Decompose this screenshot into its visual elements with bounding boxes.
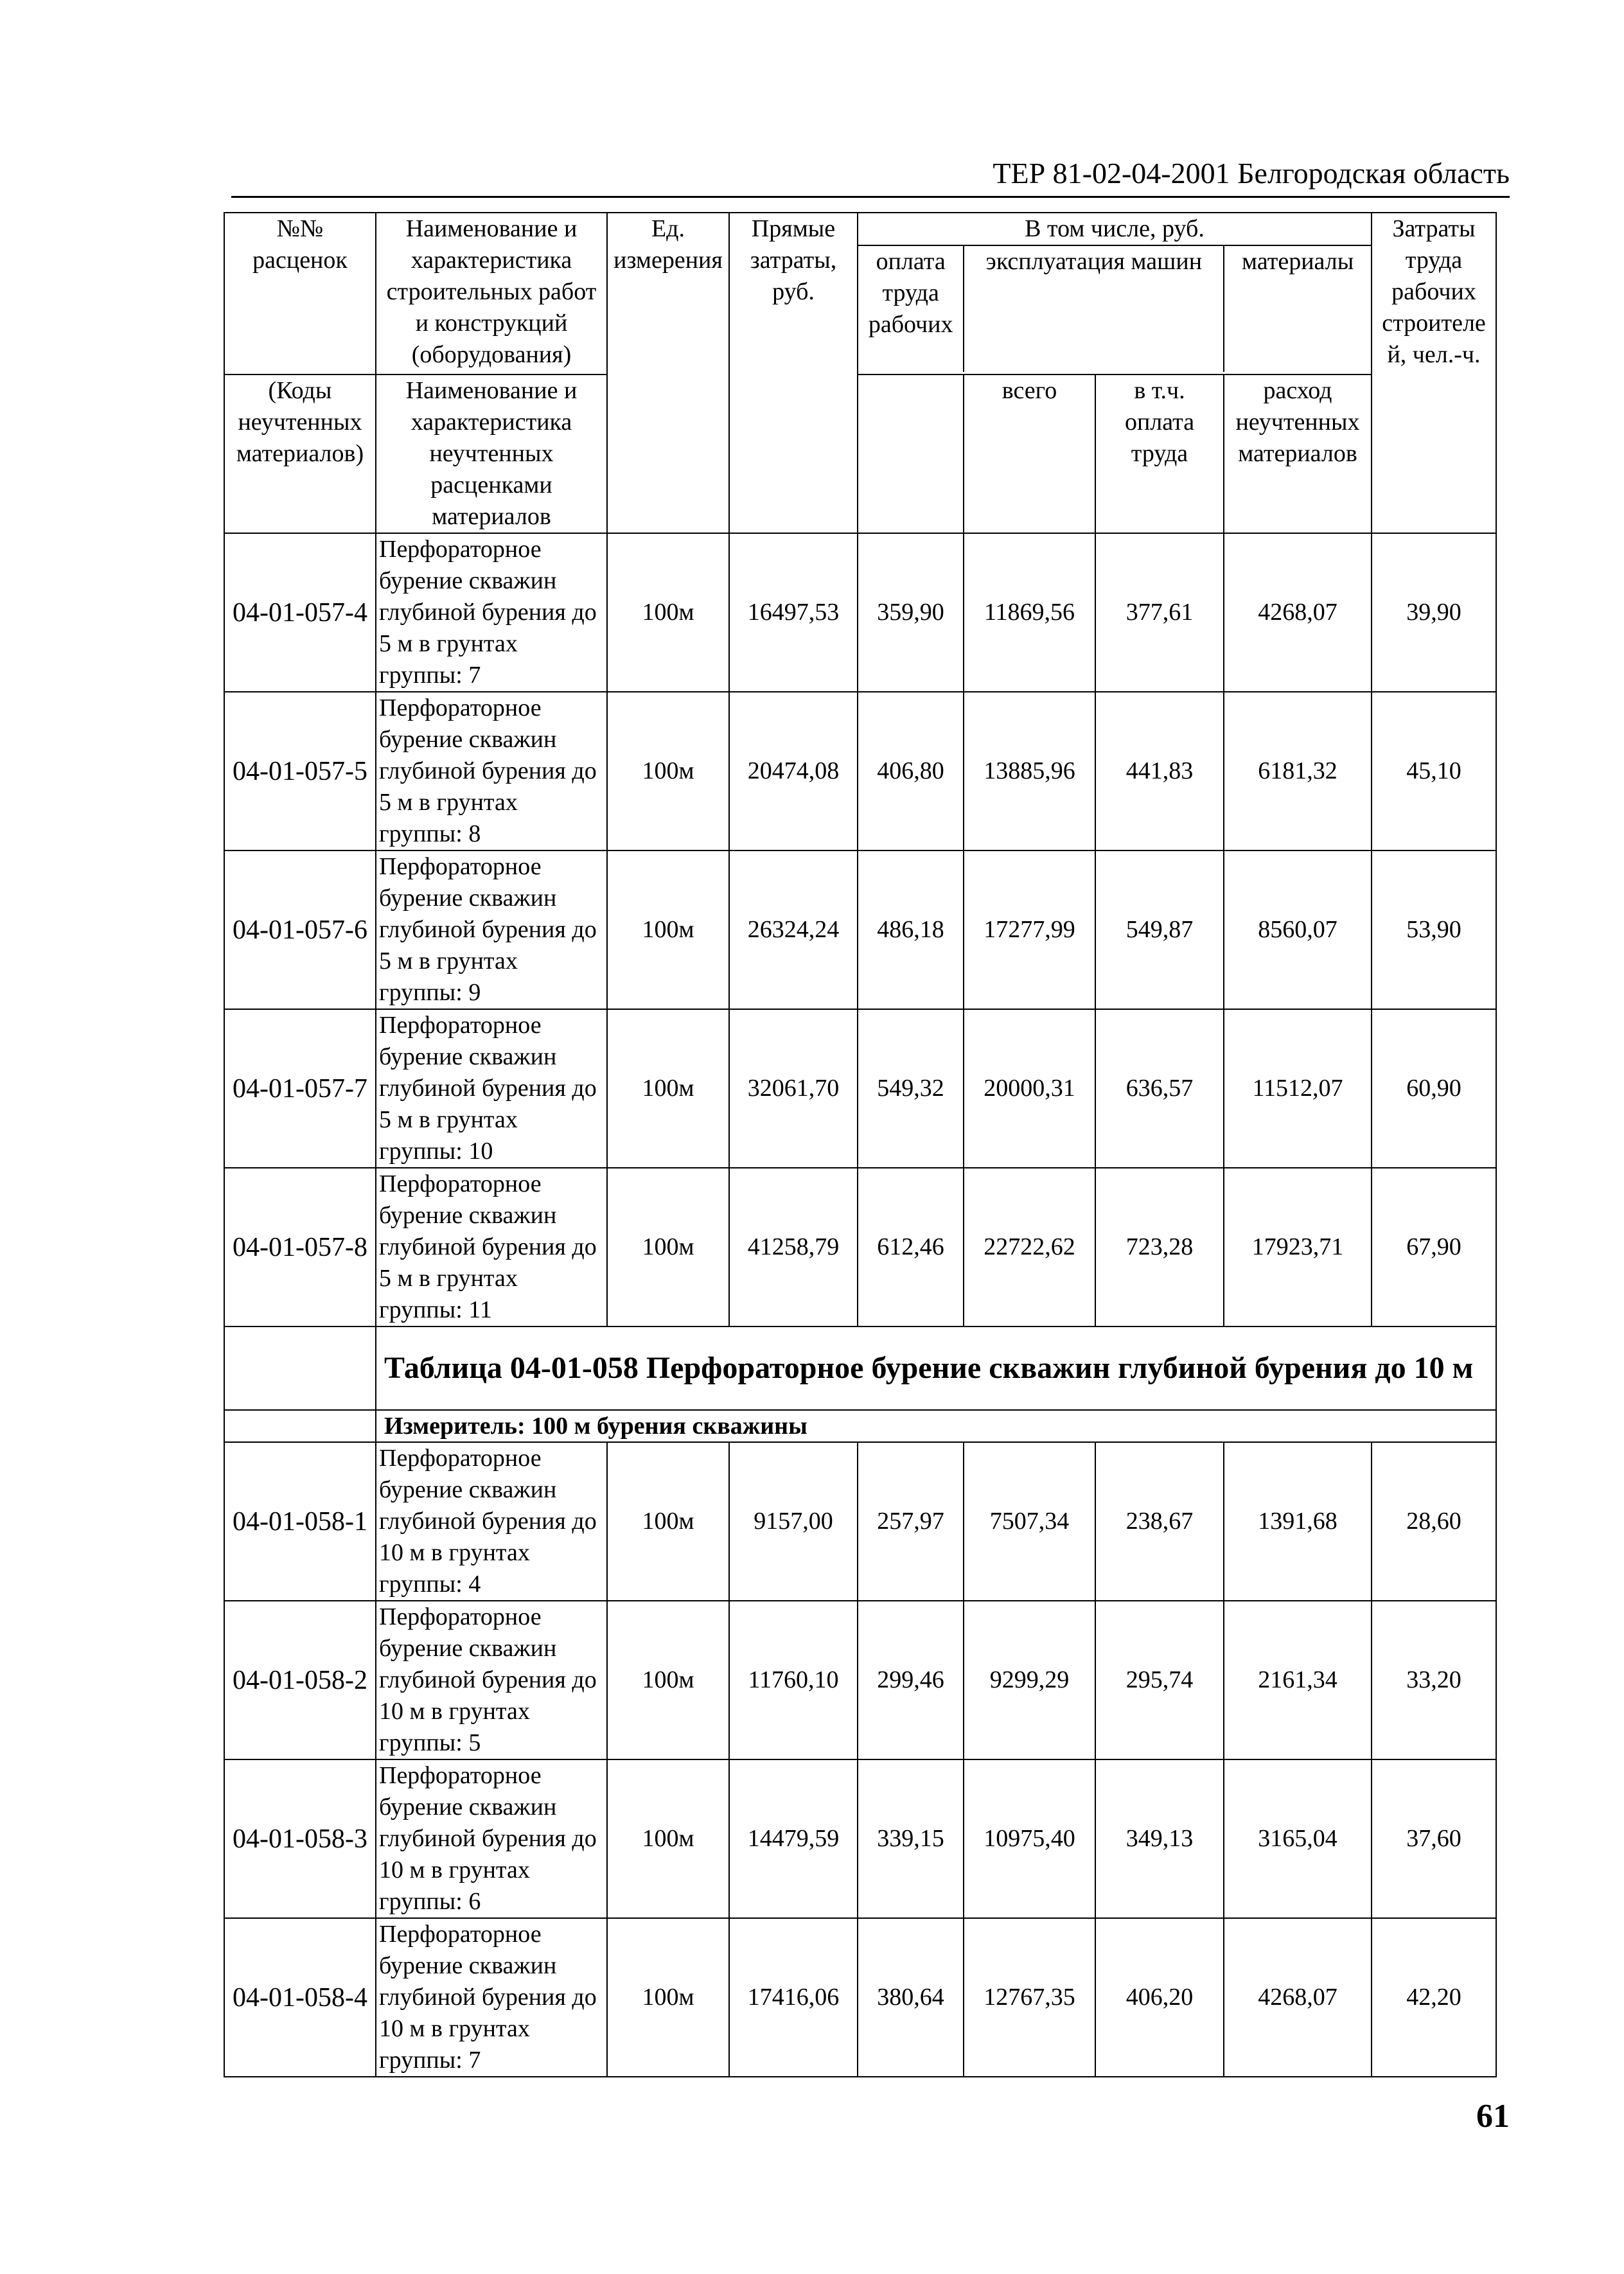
table-caption: Таблица 04-01-058 Перфораторное бурение скважин глубиной бурения до 10 м	[376, 1326, 1496, 1410]
rate-labor-pay: 486,18	[858, 851, 964, 1009]
col-code-alt-header: (Коды неучтенных материалов)	[224, 375, 376, 533]
rate-labor-pay: 257,97	[858, 1442, 964, 1601]
rate-materials: 3165,04	[1224, 1759, 1372, 1918]
col-materials-header: материалы	[1242, 248, 1354, 275]
rate-name: Перфораторное бурение скважин глубиной бурения до 10 м в грунтах группы: 6	[376, 1759, 607, 1918]
col-including-group	[858, 213, 1372, 375]
rate-labor-hours: 60,90	[1372, 1009, 1496, 1168]
rate-name: Перфораторное бурение скважин глубиной бурения до 5 м в грунтах группы: 9	[376, 851, 607, 1009]
rate-direct-cost: 16497,53	[729, 533, 858, 692]
col-including-header: В том числе, руб.	[858, 213, 1371, 246]
table-caption-row	[224, 1326, 1496, 1410]
header-row-1	[224, 213, 1496, 375]
table-row	[224, 1168, 1496, 1326]
rate-direct-cost: 41258,79	[729, 1168, 858, 1326]
rate-machines-total: 11869,56	[964, 533, 1095, 692]
rate-machines-total: 10975,40	[964, 1759, 1095, 1918]
rate-materials: 11512,07	[1224, 1009, 1372, 1168]
rate-labor-hours: 67,90	[1372, 1168, 1496, 1326]
col-direct-header: Прямые затраты, руб.	[729, 213, 858, 533]
col-code-header: №№ расценок	[224, 213, 376, 375]
table-row	[224, 1918, 1496, 2077]
rate-labor-hours: 53,90	[1372, 851, 1496, 1009]
rate-unit: 100м	[607, 1009, 729, 1168]
rate-labor-hours: 39,90	[1372, 533, 1496, 692]
rate-machines-labor: 349,13	[1095, 1759, 1224, 1918]
table-row	[224, 1442, 1496, 1601]
rate-code: 04-01-057-6	[224, 851, 376, 1009]
measure-code-blank	[224, 1410, 376, 1442]
caption-code-blank	[224, 1326, 376, 1410]
rate-labor-hours: 42,20	[1372, 1918, 1496, 2077]
col-name-header: Наименование и характеристика строительных работ и конструкций (оборудования)	[376, 213, 607, 375]
col-unit-header: Ед. измерения	[607, 213, 729, 533]
col-machines-header: эксплуатация машин	[964, 246, 1224, 372]
page-number: 61	[1476, 2098, 1510, 2135]
rate-direct-cost: 9157,00	[729, 1442, 858, 1601]
rate-code: 04-01-058-2	[224, 1601, 376, 1759]
rate-name: Перфораторное бурение скважин глубиной бурения до 10 м в грунтах группы: 4	[376, 1442, 607, 1601]
rate-code: 04-01-058-3	[224, 1759, 376, 1918]
rate-machines-total: 13885,96	[964, 692, 1095, 851]
rate-machines-total: 17277,99	[964, 851, 1095, 1009]
table-row	[224, 851, 1496, 1009]
rate-direct-cost: 14479,59	[729, 1759, 858, 1918]
rate-labor-hours: 28,60	[1372, 1442, 1496, 1601]
rate-code: 04-01-058-1	[224, 1442, 376, 1601]
rate-machines-labor: 549,87	[1095, 851, 1224, 1009]
col-materials-alt-header: расход неучтенных материалов	[1224, 375, 1372, 533]
col-labor-pay-header: оплата труда рабочих	[858, 246, 964, 372]
rate-labor-hours: 45,10	[1372, 692, 1496, 851]
page-header-title: ТЕР 81-02-04-2001 Белгородская область	[993, 157, 1510, 190]
rate-name: Перфораторное бурение скважин глубиной бурения до 5 м в грунтах группы: 11	[376, 1168, 607, 1326]
rate-direct-cost: 20474,08	[729, 692, 858, 851]
rate-labor-hours: 37,60	[1372, 1759, 1496, 1918]
col-machines-labor-header: в т.ч. оплата труда	[1095, 375, 1224, 533]
table-row	[224, 1009, 1496, 1168]
table-measure-row	[224, 1410, 1496, 1442]
rate-name: Перфораторное бурение скважин глубиной бурения до 10 м в грунтах группы: 7	[376, 1918, 607, 2077]
rate-unit: 100м	[607, 1601, 729, 1759]
rate-unit: 100м	[607, 851, 729, 1009]
rate-machines-labor: 636,57	[1095, 1009, 1224, 1168]
header-row-2	[224, 375, 1496, 533]
rate-labor-pay: 339,15	[858, 1759, 964, 1918]
rate-name: Перфораторное бурение скважин глубиной бурения до 5 м в грунтах группы: 10	[376, 1009, 607, 1168]
rate-code: 04-01-057-7	[224, 1009, 376, 1168]
rate-name: Перфораторное бурение скважин глубиной бурения до 5 м в грунтах группы: 8	[376, 692, 607, 851]
rate-materials: 4268,07	[1224, 1918, 1372, 2077]
rate-machines-total: 9299,29	[964, 1601, 1095, 1759]
table-row	[224, 1759, 1496, 1918]
rate-labor-pay: 299,46	[858, 1601, 964, 1759]
rate-code: 04-01-057-8	[224, 1168, 376, 1326]
rate-machines-total: 20000,31	[964, 1009, 1095, 1168]
rate-direct-cost: 26324,24	[729, 851, 858, 1009]
rate-labor-hours: 33,20	[1372, 1601, 1496, 1759]
rate-code: 04-01-057-5	[224, 692, 376, 851]
rate-machines-total: 22722,62	[964, 1168, 1095, 1326]
rate-unit: 100м	[607, 533, 729, 692]
table-row	[224, 1601, 1496, 1759]
rate-labor-pay: 549,32	[858, 1009, 964, 1168]
rate-labor-pay: 406,80	[858, 692, 964, 851]
rate-code: 04-01-057-4	[224, 533, 376, 692]
rate-unit: 100м	[607, 692, 729, 851]
rate-machines-labor: 441,83	[1095, 692, 1224, 851]
rates-table	[224, 212, 1497, 2077]
rate-machines-total: 12767,35	[964, 1918, 1095, 2077]
rate-unit: 100м	[607, 1918, 729, 2077]
rate-direct-cost: 11760,10	[729, 1601, 858, 1759]
rate-materials: 4268,07	[1224, 533, 1372, 692]
rate-materials: 6181,32	[1224, 692, 1372, 851]
rate-materials: 1391,68	[1224, 1442, 1372, 1601]
rate-labor-pay: 359,90	[858, 533, 964, 692]
rate-materials: 2161,34	[1224, 1601, 1372, 1759]
rate-machines-labor: 723,28	[1095, 1168, 1224, 1326]
col-labor-cost-header: Затраты труда рабочих строителей, чел.-ч.	[1372, 213, 1496, 533]
rate-name: Перфораторное бурение скважин глубиной бурения до 10 м в грунтах группы: 5	[376, 1601, 607, 1759]
col-machines-total-header: всего	[964, 375, 1095, 533]
rate-direct-cost: 17416,06	[729, 1918, 858, 2077]
rate-unit: 100м	[607, 1442, 729, 1601]
table-row	[224, 692, 1496, 851]
header-rule	[231, 196, 1510, 198]
rate-machines-total: 7507,34	[964, 1442, 1095, 1601]
rate-machines-labor: 238,67	[1095, 1442, 1224, 1601]
rate-machines-labor: 377,61	[1095, 533, 1224, 692]
rate-code: 04-01-058-4	[224, 1918, 376, 2077]
col-name-alt-header: Наименование и характеристика неучтенных расценками материалов	[376, 375, 607, 533]
rate-labor-pay: 380,64	[858, 1918, 964, 2077]
col-labor-pay-blank	[858, 375, 964, 533]
rate-materials: 8560,07	[1224, 851, 1372, 1009]
rate-unit: 100м	[607, 1168, 729, 1326]
rate-unit: 100м	[607, 1759, 729, 1918]
table-row	[224, 533, 1496, 692]
rate-machines-labor: 406,20	[1095, 1918, 1224, 2077]
rate-labor-pay: 612,46	[858, 1168, 964, 1326]
rate-direct-cost: 32061,70	[729, 1009, 858, 1168]
rate-materials: 17923,71	[1224, 1168, 1372, 1326]
rate-name: Перфораторное бурение скважин глубиной бурения до 5 м в грунтах группы: 7	[376, 533, 607, 692]
table-measure: Измеритель: 100 м бурения скважины	[376, 1410, 1496, 1442]
rate-machines-labor: 295,74	[1095, 1601, 1224, 1759]
